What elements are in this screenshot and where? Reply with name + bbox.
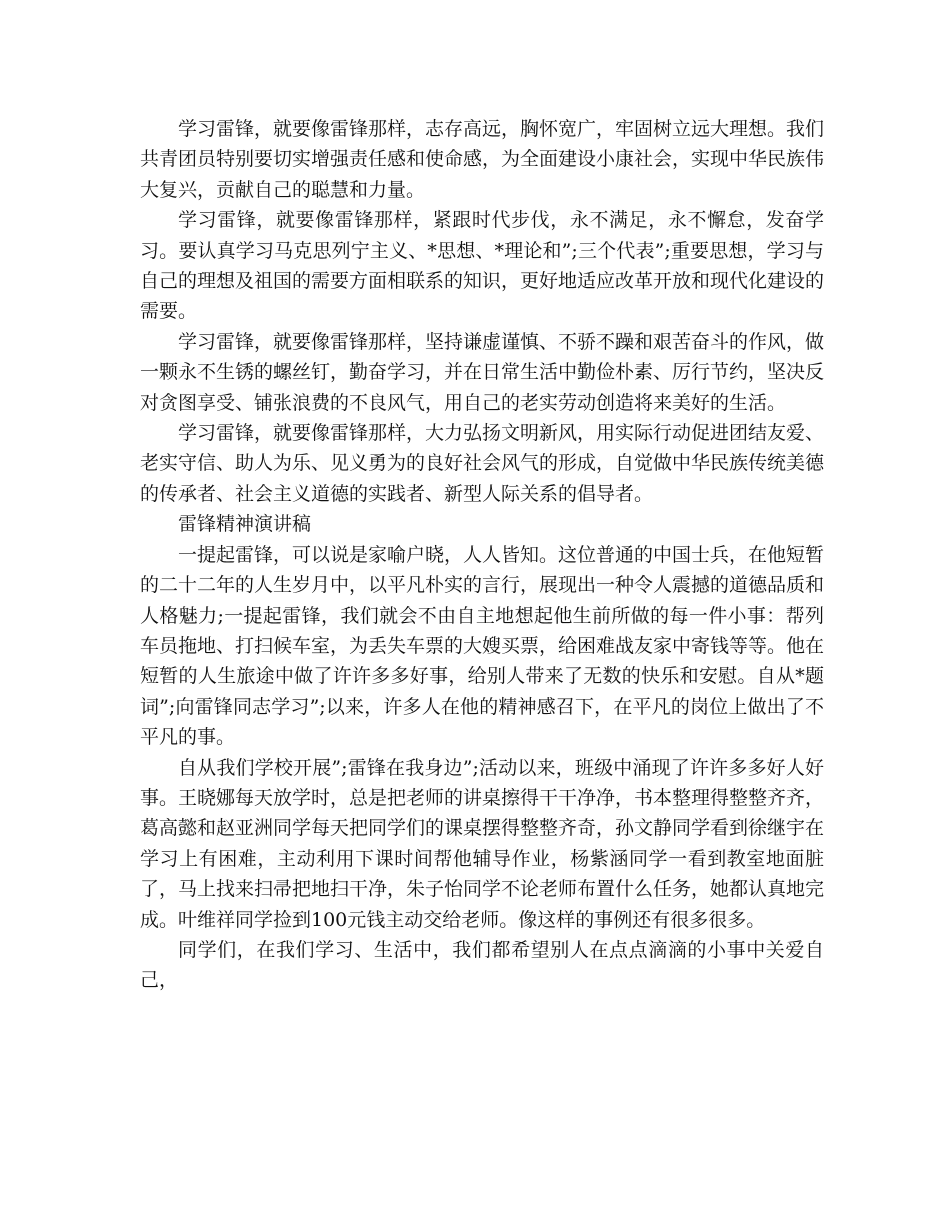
paragraph: 学习雷锋，就要像雷锋那样，紧跟时代步伐，永不满足，永不懈怠，发奋学习。要认真学习马克思列宁主义、*思想、*理论和”;三个代表”;重要思想，学习与自己的理想及祖国的需要方面相联系的知识，更好地适应改革开放和现代化建设的需要。 <box>140 209 825 323</box>
document-body <box>140 114 824 996</box>
paragraph: 一提起雷锋，可以说是家喻户晓，人人皆知。这位普通的中国士兵，在他短暂的二十二年的人生岁月中，以平凡朴实的言行，展现出一种令人震撼的道德品质和人格魅力;一提起雷锋，我们就会不由自主地想起他生前所做的每一件小事：帮列车员拖地、打扫候车室，为丢失车票的大嫂买票，给困难战友家中寄钱等等。他在短暂的人生旅途中做了许许多多好事，给别人带来了无数的快乐和安慰。自从*题词”;向雷锋同志学习”;以来，许多人在他的精神感召下，在平凡的岗位上做出了不平凡的事。 <box>140 543 825 749</box>
paragraph: 学习雷锋，就要像雷锋那样，志存高远，胸怀宽广，牢固树立远大理想。我们共青团员特别要切实增强责任感和使命感，为全面建设小康社会，实现中华民族伟大复兴，贡献自己的聪慧和力量。 <box>140 118 825 201</box>
section-heading: 雷锋精神演讲稿 <box>178 513 312 536</box>
paragraph: 学习雷锋，就要像雷锋那样，坚持谦虚谨慎、不骄不躁和艰苦奋斗的作风，做一颗永不生锈的螺丝钉，勤奋学习，并在日常生活中勤俭朴素、厉行节约，坚决反对贪图享受、铺张浪费的不良风气，用自己的老实劳动创造将来美好的生活。 <box>140 330 825 414</box>
paragraph: 学习雷锋，就要像雷锋那样，大力弘扬文明新风，用实际行动促进团结友爱、老实守信、助人为乐、见义勇为的良好社会风气的形成，自觉做中华民族传统美德的传承者、社会主义道德的实践者、新型人际关系的倡导者。 <box>140 422 825 505</box>
paragraph: 同学们，在我们学习、生活中，我们都希望别人在点点滴滴的小事中关爱自己， <box>140 938 824 992</box>
paragraph: 自从我们学校开展”;雷锋在我身边”;活动以来，班级中涌现了许许多多好人好事。王晓娜每天放学时，总是把老师的讲桌擦得干干净净，书本整理得整整齐齐，葛高懿和赵亚洲同学每天把同学们的课桌摆得整整齐奇，孙文静同学看到徐继宇在学习上有困难，主动利用下课时间帮他辅导作业，杨紫涵同学一看到教室地面脏了，马上找来扫帚把地扫干净，朱子怡同学不论老师布置什么任务，她都认真地完成。叶维祥同学捡到100元钱主动交给老师。像这样的事例还有很多很多。 <box>140 756 825 931</box>
